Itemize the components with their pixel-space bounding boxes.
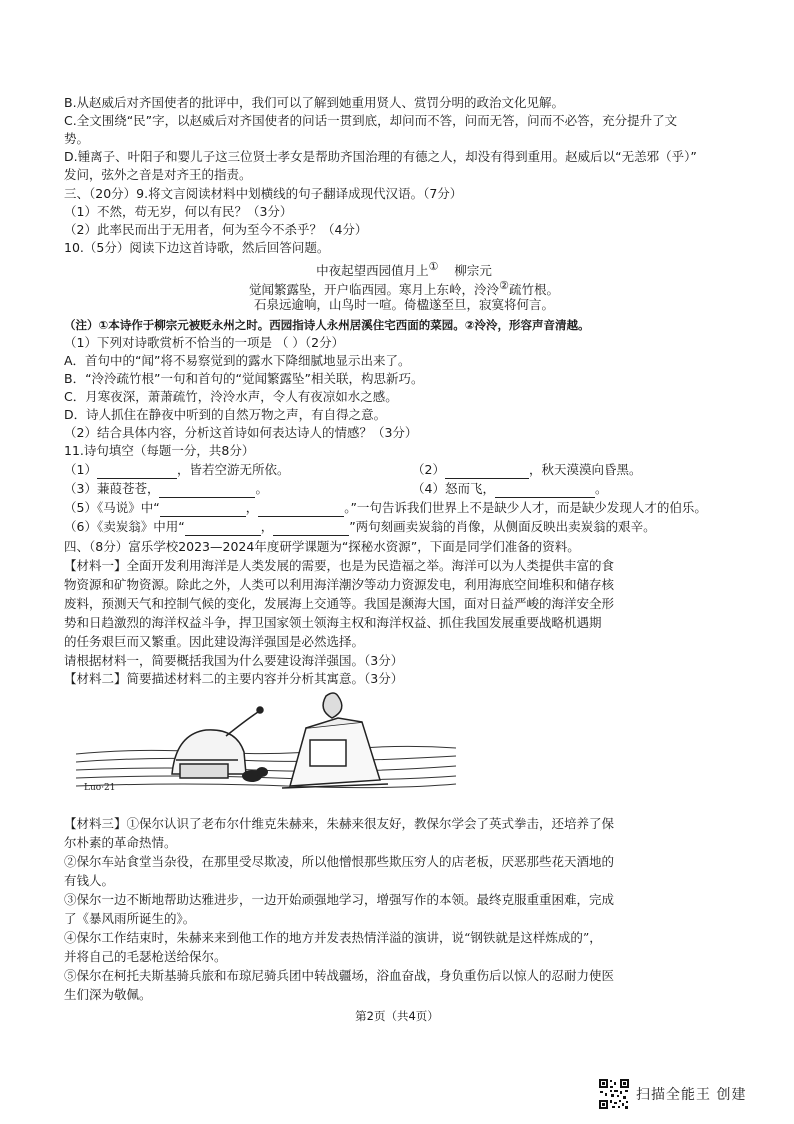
fill-row-5 [64, 499, 744, 517]
fill-4-blank[interactable] [495, 497, 595, 498]
fill-6-text: （6）《卖炭翁》中用“ [64, 519, 185, 534]
material-1-line-e: 的任务艰巨而又繁重。因此建设海洋强国是必然选择。 [64, 634, 365, 649]
qr-code-icon [598, 1078, 630, 1110]
material-3-line-h: 并将自己的毛瑟枪送给保尔。 [64, 949, 227, 964]
fill-4-text: （4）怒而飞， [412, 481, 495, 496]
fill-5-blank-b[interactable] [258, 516, 344, 517]
question-9-2: （2）此率民而出于无用者，何为至今不杀乎？（4分） [64, 222, 368, 237]
material-3-line-i: ⑤保尔在柯托夫斯基骑兵旅和布琼尼骑兵团中转战疆场，浴血奋战，身负重伤后以惊人的忍耐力使医 [64, 968, 615, 983]
fill-1-num: （1） [64, 462, 97, 477]
material-3-line-j: 生们深为敬佩。 [64, 987, 152, 1002]
material-1-line-d: 势和日趋激烈的海洋权益斗争，捍卫国家领土领海主权和海洋权益、抓住我国发展重要战略机遇期 [64, 615, 602, 630]
poem-line-1-note-mark: ② [499, 279, 509, 292]
poem-title: 中夜起望西园值月上 [316, 263, 429, 279]
material-3-line-c: ②保尔车站食堂当杂役，在那里受尽欺凌，所以他憎恨那些欺压穷人的店老板，厌恶那些花天酒地的 [64, 854, 615, 869]
fill-1-text: ，皆若空游无所依。 [176, 462, 290, 477]
fill-5-sep: ， [245, 500, 259, 515]
material-3-line-g: ④保尔工作结束时，朱赫来来到他工作的地方并发表热情洋溢的演讲，说“钢铁就是这样炼成的”， [64, 930, 602, 945]
fill-5-text: （5）《马说》中“ [64, 500, 160, 515]
fill-2-blank[interactable] [445, 478, 529, 479]
option-d-line1: D.锺离子、叶阳子和婴儿子这三位贤士孝女是帮助齐国治理的有德之人，却没有得到重用。赵威后以“无恙邪（乎）” [64, 149, 697, 164]
material-1-line-b: 物资源和矿物资源。除此之外，人类可以利用海洋潮汐等动力资源发电，利用海底空间堆积和储存核 [64, 577, 615, 592]
poem-note: （注）①本诗作于柳宗元被贬永州之时。西园指诗人永州居溪住宅西面的菜园。②泠泠，形容声音清越。 [64, 318, 590, 332]
question-10-option-b: B．“泠泠疏竹根”一句和首句的“觉闻繁露坠”相关联，构思新巧。 [64, 371, 424, 386]
material-2-question: 【材料二】简要描述材料二的主要内容并分析其寓意。（3分） [64, 671, 404, 686]
fill-row-1 [64, 461, 744, 479]
fill-3-blank[interactable] [159, 497, 255, 498]
scanner-watermark [598, 1077, 746, 1111]
fill-6-end: ”两句刻画卖炭翁的肖像，从侧面反映出卖炭翁的艰辛。 [349, 519, 656, 534]
fill-5-blank-a[interactable] [160, 516, 246, 517]
question-10: 10.（5分）阅读下边这首诗歌，然后回答问题。 [64, 240, 330, 255]
material-3-line-b: 尔朴素的革命热情。 [64, 835, 177, 850]
poem-title-note-mark: ① [428, 260, 439, 273]
fill-2-num: （2） [412, 462, 445, 477]
fill-4-end: 。 [594, 481, 608, 496]
fill-4 [412, 480, 607, 498]
fill-6-sep: ， [260, 519, 274, 534]
option-b: B.从赵威后对齐国使者的批评中，我们可以了解到她重用贤人、赏罚分明的政治文化见解。 [64, 95, 565, 110]
material-3-line-a: 【材料三】①保尔认识了老布尔什维克朱赫来，朱赫来很友好，教保尔学会了英式拳击，还培养了保 [64, 816, 615, 831]
fill-2-text: ，秋天漠漠向昏黑。 [528, 462, 642, 477]
material-1-question: 请根据材料一，简要概括我国为什么要建设海洋强国。（3分） [64, 653, 404, 668]
material-3-line-d: 有钱人。 [64, 873, 115, 888]
fill-1-blank[interactable] [97, 478, 177, 479]
monument [282, 693, 388, 788]
fill-row-6 [64, 518, 744, 536]
cartoon-signature: Luo·21 [84, 783, 116, 793]
section-3-question-9: 三、（20分）9.将文言阅读材料中划横线的句子翻译成现代汉语。（7分） [64, 186, 463, 201]
poem-line-1a: 觉闻繁露坠，开户临西园。寒月上东岭，泠泠 [249, 282, 500, 298]
cartoon-illustration [76, 690, 456, 794]
option-c-line2: 势。 [64, 131, 90, 146]
material-1-line-c: 废料，预测天气和控制气候的变化，发展海上交通等。我国是濒海大国，面对日益严峻的海洋安全形 [64, 596, 615, 611]
material-1-line-a: 【材料一】全面开发利用海洋是人类发展的需要，也是为民造福之举。海洋可以为人类提供丰富的食 [64, 558, 615, 573]
question-10-option-c: C．月寒夜深，萧萧疏竹，泠泠水声，令人有夜凉如水之感。 [64, 389, 398, 404]
section-4-title: 四、（8分）富乐学校2023—2024年度研学课题为“探秘水资源”，下面是同学们准备的资料。 [64, 539, 580, 554]
fill-5-end: 。”一句告诉我们世界上不是缺少人才，而是缺少发现人才的伯乐。 [344, 500, 707, 515]
material-3-line-e: ③保尔一边不断地帮助达雅进步，一边开始顽强地学习，增强写作的本领。最终克服重重困难，完成 [64, 892, 615, 907]
material-3-line-f: 了《暴风雨所诞生的》。 [64, 911, 196, 926]
page-footer: 第2页（共4页） [355, 1009, 439, 1023]
fill-3-end: 。 [255, 481, 268, 496]
question-10-1: （1）下列对诗歌赏析不恰当的一项是 （ ）（2分） [64, 335, 345, 350]
fill-row-2 [64, 480, 744, 498]
poem-author: 柳宗元 [454, 263, 492, 279]
fill-2 [412, 461, 641, 479]
fill-3-text: （3）蒹葭苍苍， [64, 481, 160, 496]
watermark-text: 扫描全能王 创建 [636, 1087, 747, 1103]
question-9-1: （1）不然，苟无岁，何以有民？（3分） [64, 204, 293, 219]
fill-6-blank-b[interactable] [273, 535, 349, 536]
option-c-line1: C.全文围绕“民”字，以赵威后对齐国使者的问话一贯到底，却问而不答，问而无答，问而不必答，充分提升了文 [64, 113, 678, 128]
option-d-line2: 发问，弦外之音是对齐王的指责。 [64, 167, 252, 182]
question-10-2: （2）结合具体内容，分析这首诗如何表达诗人的情感？（3分） [64, 425, 418, 440]
question-10-option-a: A．首句中的“闻”将不易察觉到的露水下降细腻地显示出来了。 [64, 353, 411, 368]
question-11: 11.诗句填空（每题一分，共8分） [64, 443, 255, 458]
fill-6-blank-a[interactable] [185, 535, 261, 536]
poem-line-2: 石泉远逾响，山鸟时一喧。倚楹遂至旦，寂寞将何言。 [253, 297, 554, 312]
poem-line-1b: 疏竹根。 [508, 282, 559, 298]
question-10-option-d: D．诗人抓住在静夜中听到的自然万物之声，有自得之意。 [64, 407, 387, 422]
helmet-figure [172, 707, 263, 778]
